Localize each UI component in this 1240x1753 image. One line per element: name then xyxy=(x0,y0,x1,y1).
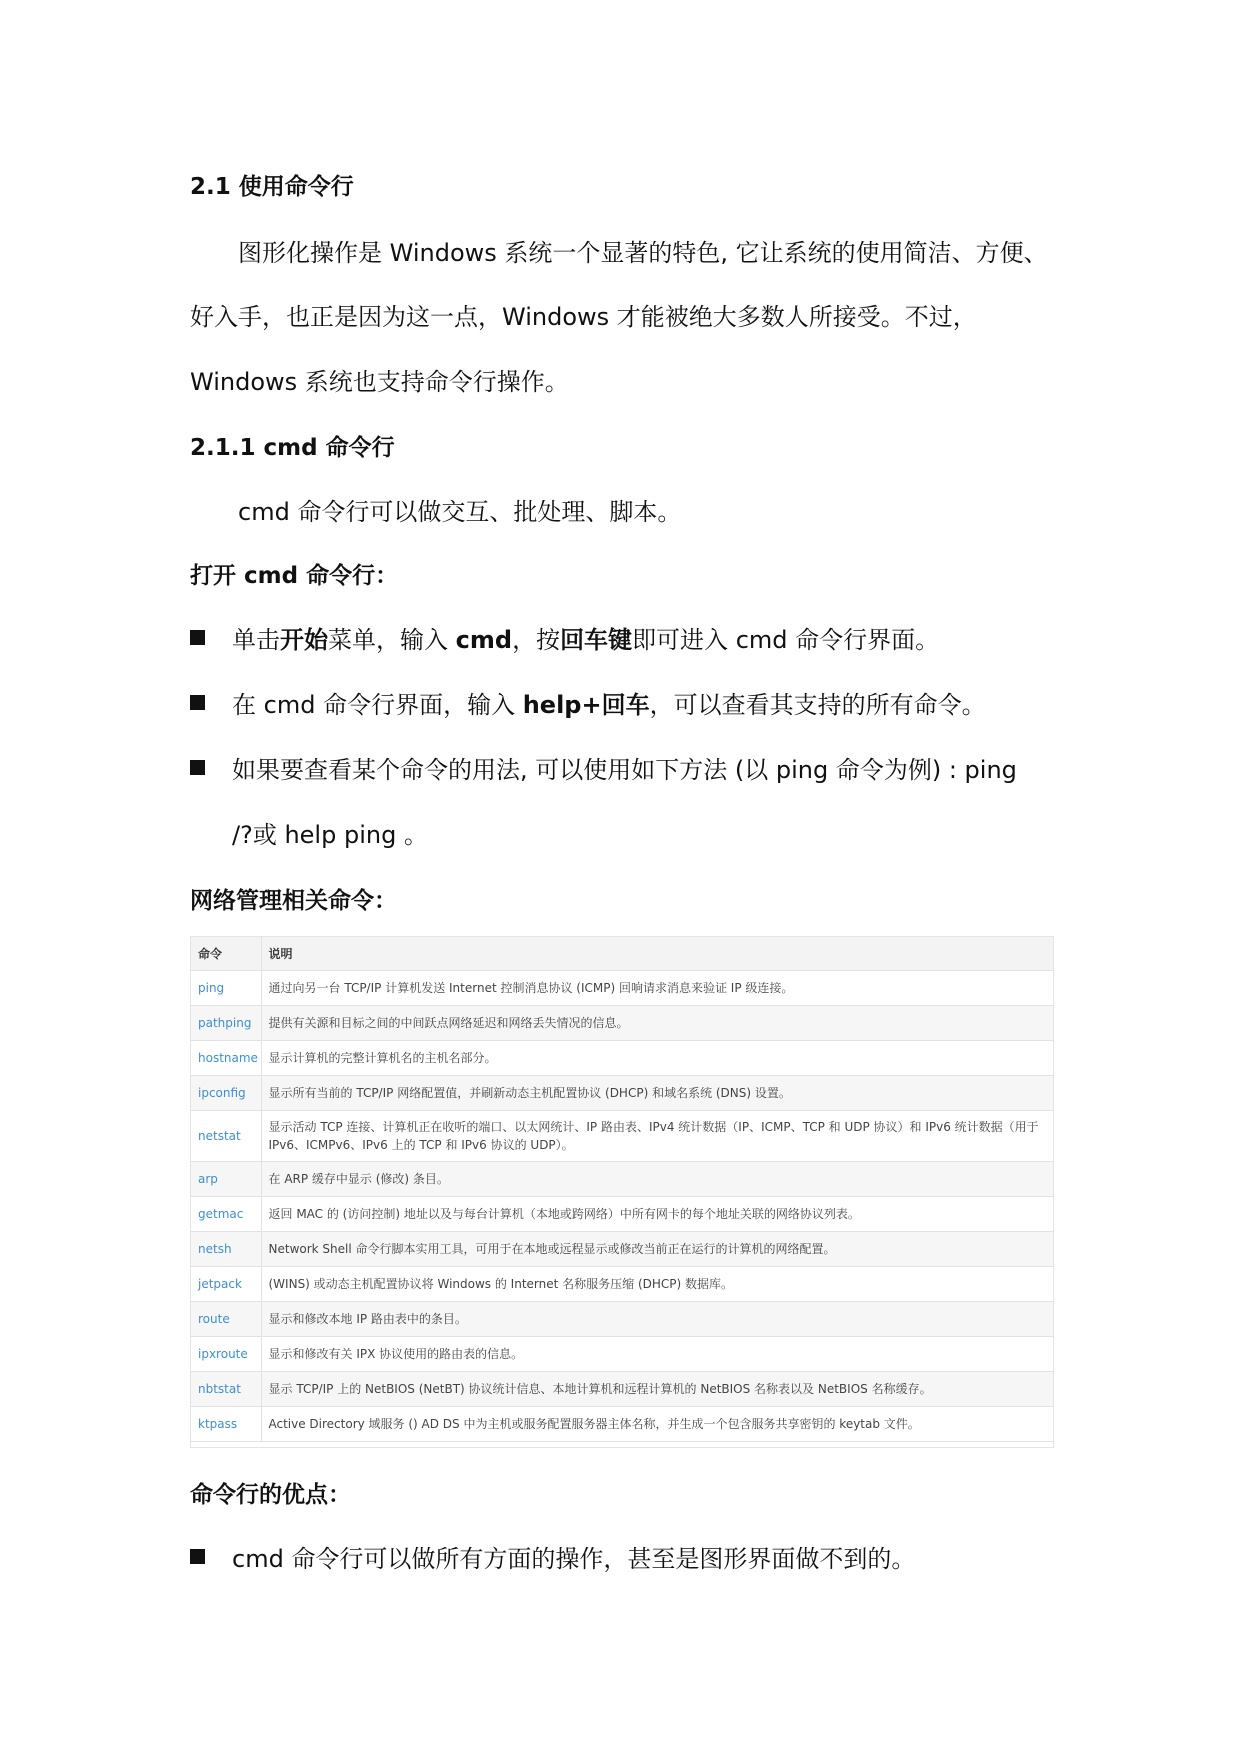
description-cell: 显示和修改本地 IP 路由表中的条目。 xyxy=(261,1302,1053,1337)
table-row xyxy=(191,1041,1053,1076)
column-header-description: 说明 xyxy=(261,937,1053,971)
table-row xyxy=(191,1407,1053,1442)
bullet-1-text: 即可进入 cmd 命令行界面。 xyxy=(632,626,940,654)
table-row xyxy=(191,1372,1053,1407)
command-cell: getmac xyxy=(191,1197,261,1232)
table-row xyxy=(191,1076,1053,1111)
description-cell: (WINS) 或动态主机配置协议将 Windows 的 Internet 名称服务压缩 (DHCP) 数据库。 xyxy=(261,1267,1053,1302)
bullet-2-text: ，可以查看其支持的所有命令。 xyxy=(649,691,986,719)
intro-line-2: 好入手，也正是因为这一点，Windows 才能被绝大多数人所接受。不过， xyxy=(190,303,977,331)
advantage-item-1: cmd 命令行可以做所有方面的操作，甚至是图形界面做不到的。 xyxy=(232,1545,916,1573)
description-cell: 显示计算机的完整计算机名的主机名部分。 xyxy=(261,1041,1053,1076)
bullet-marker xyxy=(190,630,205,645)
table-row xyxy=(191,1197,1053,1232)
bullet-1-start-bold: 开始 xyxy=(280,626,328,654)
command-cell: ping xyxy=(191,971,261,1006)
bullet-1-text: ，按 xyxy=(512,626,561,654)
command-cell: ipconfig xyxy=(191,1076,261,1111)
section-heading-2-1-1: 2.1.1 cmd 命令行 xyxy=(190,435,395,461)
command-cell: nbtstat xyxy=(191,1372,261,1407)
bullet-item-3-line-1: 如果要查看某个命令的用法, 可以使用如下方法 (以 ping 命令为例) : ping xyxy=(232,756,1017,784)
intro-line-3: Windows 系统也支持命令行操作。 xyxy=(190,368,569,396)
bullet-item-2 xyxy=(232,685,986,720)
table-row xyxy=(191,1267,1053,1302)
section-heading-2-1: 2.1 使用命令行 xyxy=(190,174,354,200)
bullet-marker xyxy=(190,1549,205,1564)
cmd-description: cmd 命令行可以做交互、批处理、脚本。 xyxy=(238,498,682,526)
bullet-item-3-line-2: /?或 help ping 。 xyxy=(232,821,428,849)
description-cell: Active Directory 域服务 () AD DS 中为主机或服务配置服务器主体名称，并生成一个包含服务共享密钥的 keytab 文件。 xyxy=(261,1407,1053,1442)
description-cell: 返回 MAC 的 (访问控制) 地址以及与每台计算机（本地或跨网络）中所有网卡的每个地址关联的网络协议列表。 xyxy=(261,1197,1053,1232)
advantages-heading: 命令行的优点： xyxy=(190,1482,351,1508)
bullet-2-help-bold: help+回车 xyxy=(522,691,650,719)
command-cell: hostname xyxy=(191,1041,261,1076)
table-row xyxy=(191,1302,1053,1337)
description-cell: 通过向另一台 TCP/IP 计算机发送 Internet 控制消息协议 (ICMP) 回响请求消息来验证 IP 级连接。 xyxy=(261,971,1053,1006)
bullet-item-1 xyxy=(232,620,939,655)
description-cell: 显示所有当前的 TCP/IP 网络配置值，并刷新动态主机配置协议 (DHCP) 和域名系统 (DNS) 设置。 xyxy=(261,1076,1053,1111)
command-cell: jetpack xyxy=(191,1267,261,1302)
bullet-2-text: 在 cmd 命令行界面，输入 xyxy=(232,691,523,719)
description-cell: 显示活动 TCP 连接、计算机正在收听的端口、以太网统计、IP 路由表、IPv4 统计数据（IP、ICMP、TCP 和 UDP 协议）和 IPv6 统计数据（用于 IPv6、ICMPv6、IPv6 上的 TCP 和 IPv6 协议的 UDP）。 xyxy=(261,1111,1053,1162)
command-cell: netsh xyxy=(191,1232,261,1267)
command-cell: ktpass xyxy=(191,1407,261,1442)
intro-line-1: 图形化操作是 Windows 系统一个显著的特色, 它让系统的使用简洁、方便、 xyxy=(238,239,1048,267)
bullet-1-cmd-bold: cmd xyxy=(455,626,513,654)
network-commands-table xyxy=(190,936,1054,1448)
table-row xyxy=(191,1162,1053,1197)
table-row xyxy=(191,971,1053,1006)
bullet-marker xyxy=(190,760,205,775)
table-row xyxy=(191,1337,1053,1372)
bullet-1-text: 单击 xyxy=(232,626,280,654)
command-cell: pathping xyxy=(191,1006,261,1041)
description-cell: 提供有关源和目标之间的中间跃点网络延迟和网络丢失情况的信息。 xyxy=(261,1006,1053,1041)
table-row xyxy=(191,1111,1053,1162)
table-row xyxy=(191,1006,1053,1041)
bullet-1-enter-bold: 回车键 xyxy=(560,626,633,654)
bullet-1-text: 菜单，输入 xyxy=(328,626,456,654)
network-commands-heading: 网络管理相关命令： xyxy=(190,888,397,914)
description-cell: 显示和修改有关 IPX 协议使用的路由表的信息。 xyxy=(261,1337,1053,1372)
description-cell: 在 ARP 缓存中显示 (修改) 条目。 xyxy=(261,1162,1053,1197)
open-cmd-heading: 打开 cmd 命令行： xyxy=(190,563,399,589)
command-cell: route xyxy=(191,1302,261,1337)
command-cell: ipxroute xyxy=(191,1337,261,1372)
command-cell: arp xyxy=(191,1162,261,1197)
column-header-command: 命令 xyxy=(191,937,261,971)
bullet-marker xyxy=(190,695,205,710)
table-header-row xyxy=(191,937,1053,971)
description-cell: 显示 TCP/IP 上的 NetBIOS (NetBT) 协议统计信息、本地计算机和远程计算机的 NetBIOS 名称表以及 NetBIOS 名称缓存。 xyxy=(261,1372,1053,1407)
command-cell: netstat xyxy=(191,1111,261,1162)
table-row xyxy=(191,1232,1053,1267)
description-cell: Network Shell 命令行脚本实用工具，可用于在本地或远程显示或修改当前正在运行的计算机的网络配置。 xyxy=(261,1232,1053,1267)
